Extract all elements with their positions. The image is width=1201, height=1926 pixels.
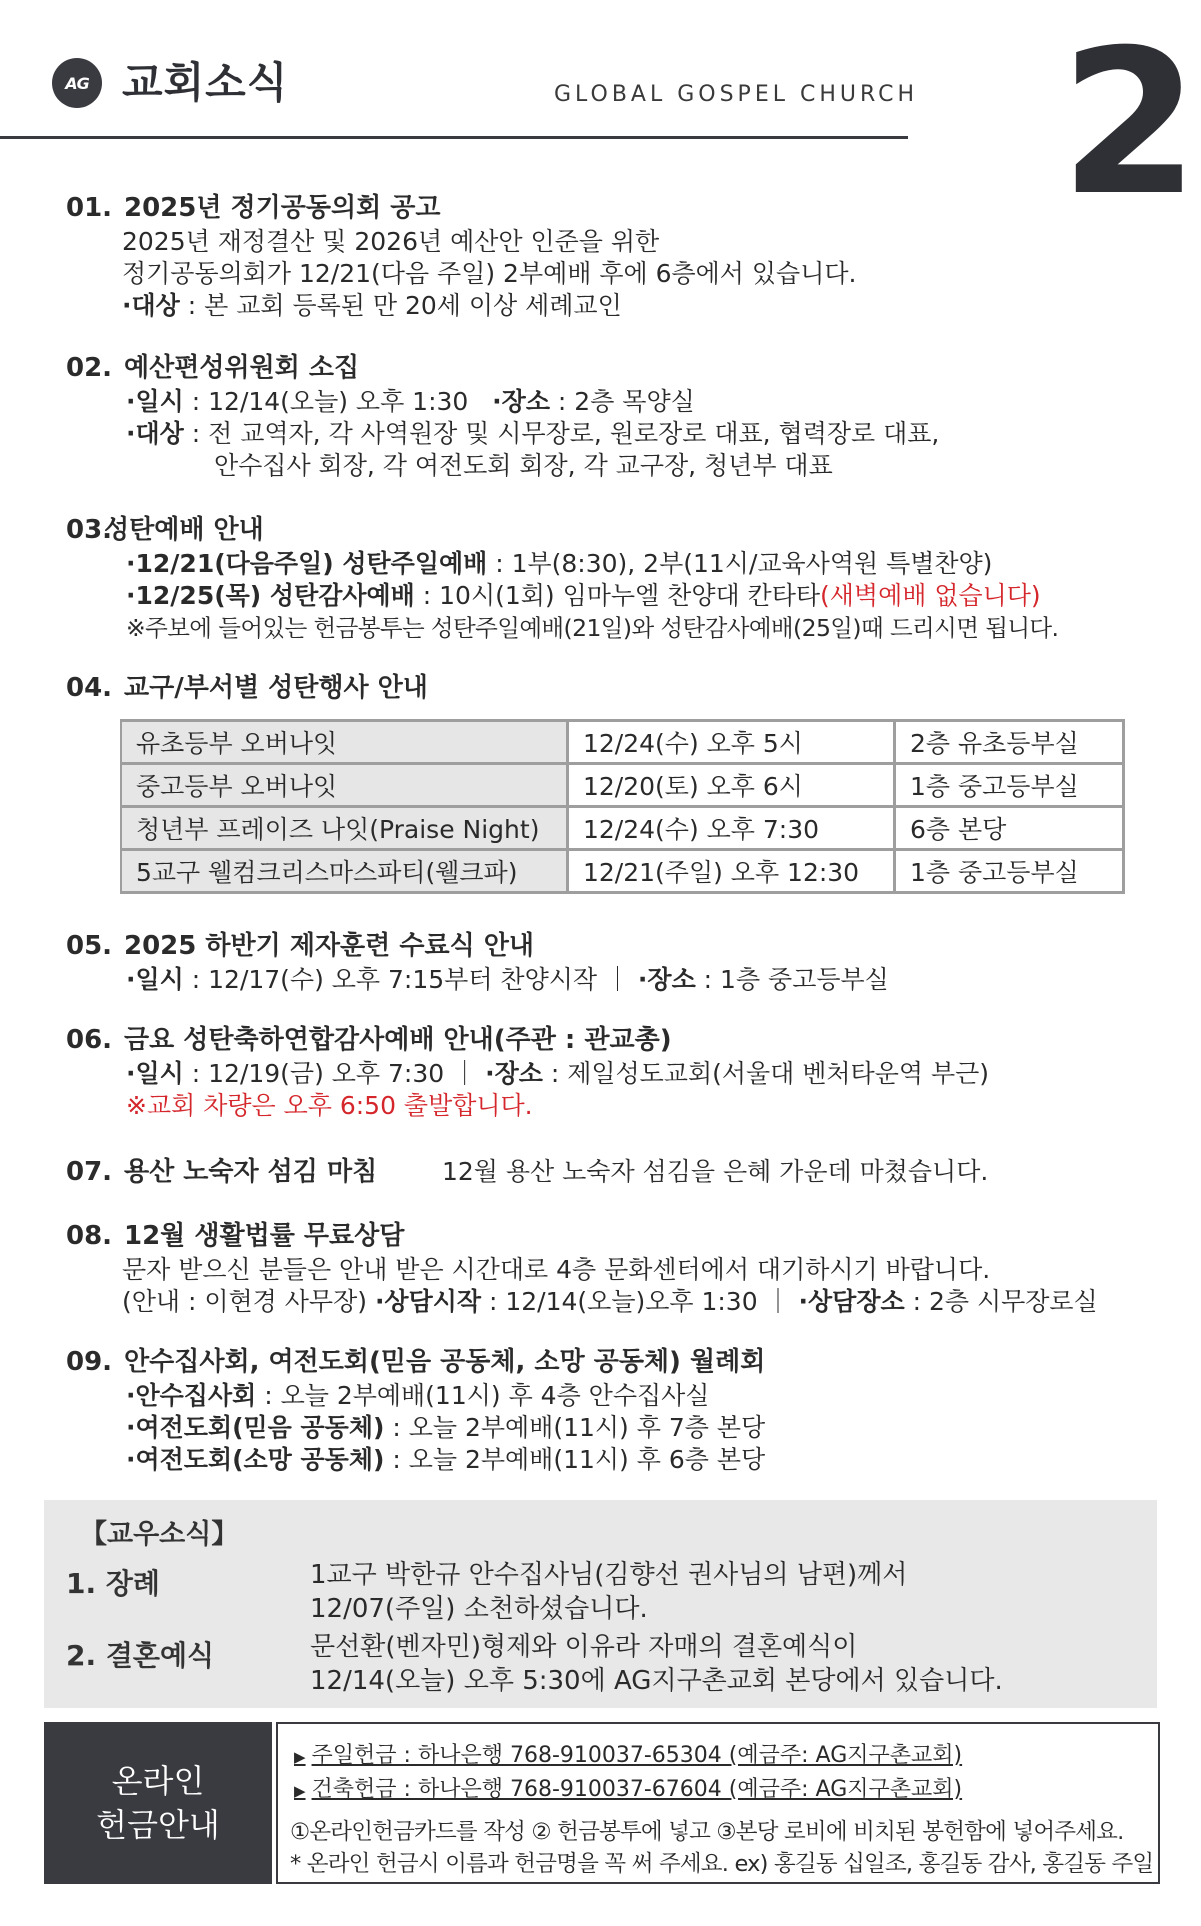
line-text: : 전 교역자, 각 사역원장 및 시무장로, 원로장로 대표, 협력장로 대표, — [183, 419, 940, 448]
line-text: (안내 : 이현경 사무장) — [122, 1287, 367, 1316]
line-label: ·장소 — [492, 387, 550, 416]
ag-logo-icon — [52, 58, 102, 108]
page-number: 2 — [1060, 7, 1200, 240]
section-title: 교회소식 — [122, 58, 289, 107]
table-row — [121, 721, 1124, 764]
notice-05 — [66, 928, 889, 996]
notice-02 — [66, 350, 939, 482]
news-line: 12/07(주일) 소천하셨습니다. — [310, 1594, 648, 1624]
line-label: ·12/21(다음주일) 성탄주일예배 — [126, 549, 488, 578]
notice-line: ※주보에 들어있는 헌금봉투는 성탄주일예배(21일)와 성탄감사예배(25일)때 드리시면 됩니다. — [126, 614, 1059, 642]
notice-04-title — [66, 670, 428, 706]
notice-title-text: 용산 노숙자 섬김 마침 — [124, 1157, 378, 1187]
offering-note: * 온라인 헌금시 이름과 헌금명을 꼭 써 주세요. ex) 홍길동 십일조, 홍길동 감사, 홍길동 주일 — [290, 1851, 1154, 1877]
news-line: 12/14(오늘) 오후 5:30에 AG지구촌교회 본당에서 있습니다. — [310, 1666, 1003, 1696]
notice-number: 07. — [66, 1157, 113, 1187]
sunday-offering-account — [294, 1738, 962, 1769]
notice-line: 12월 용산 노숙자 섬김을 은혜 가운데 마쳤습니다. — [442, 1157, 989, 1186]
notice-number: 02. — [66, 353, 113, 383]
line-text: : 오늘 2부예배(11시) 후 4층 안수집사실 — [256, 1381, 710, 1410]
line-text: : 12/14(오늘)오후 1:30 ｜ — [481, 1287, 791, 1316]
notice-line — [66, 548, 1058, 580]
line-text: : 오늘 2부예배(11시) 후 6층 본당 — [384, 1445, 766, 1474]
notice-number: 04. — [66, 673, 113, 703]
event-place: 6층 본당 — [895, 807, 1124, 850]
account-text: 건축헌금 : 하나은행 768-910037-67604 (예금주: AG지구촌교회) — [311, 1777, 963, 1802]
notice-02-title — [66, 350, 939, 386]
notice-03 — [66, 512, 1058, 644]
line-label: ·안수집사회 — [126, 1381, 257, 1410]
notice-number: 03. — [66, 515, 113, 545]
notice-06-title — [66, 1022, 989, 1058]
notice-warning: ※교회 차량은 오후 6:50 출발합니다. — [126, 1091, 533, 1120]
notice-line — [66, 1412, 765, 1444]
event-place: 1층 중고등부실 — [895, 850, 1124, 893]
triangle-bullet-icon: ▶ — [294, 1782, 306, 1800]
offering-label-line: 헌금안내 — [96, 1806, 220, 1844]
line-text: : 본 교회 등록된 만 20세 이상 세례교인 — [179, 291, 622, 320]
line-label: ·일시 — [126, 387, 184, 416]
event-name: 청년부 프레이즈 나잇(Praise Night) — [121, 807, 568, 850]
line-label: ·여전도회(소망 공동체) — [126, 1445, 385, 1474]
line-text: : 12/19(금) 오후 7:30 ｜ — [183, 1059, 478, 1088]
notice-number: 09. — [66, 1347, 113, 1377]
notice-line — [66, 1380, 765, 1412]
table-row — [121, 850, 1124, 893]
line-text: : 12/17(수) 오후 7:15부터 찬양시작 ｜ — [183, 965, 630, 994]
notice-line — [66, 1058, 989, 1090]
table-row — [121, 807, 1124, 850]
notice-08-title — [66, 1218, 1098, 1254]
notice-number: 06. — [66, 1025, 113, 1055]
notice-06 — [66, 1022, 989, 1122]
notice-title-text: 성탄예배 안내 — [104, 515, 264, 545]
notice-09-title — [66, 1344, 765, 1380]
line-label: ·대상 — [126, 419, 184, 448]
news-line: 1교구 박한규 안수집사님(김향선 권사님의 남편)께서 — [310, 1560, 908, 1590]
notice-title-text: 예산편성위원회 소집 — [124, 353, 360, 383]
event-name: 유초등부 오버나잇 — [121, 721, 568, 764]
event-name: 중고등부 오버나잇 — [121, 764, 568, 807]
account-text: 주일헌금 : 하나은행 768-910037-65304 (예금주: AG지구촌교회) — [311, 1743, 963, 1768]
notice-title-text: 안수집사회, 여전도회(믿음 공동체, 소망 공동체) 월례회 — [124, 1347, 766, 1377]
notice-03-title — [66, 512, 1058, 548]
notice-05-title — [66, 928, 889, 964]
notice-number: 01. — [66, 193, 113, 223]
building-offering-account — [294, 1772, 962, 1803]
notice-09 — [66, 1344, 765, 1476]
line-label: ·일시 — [126, 965, 184, 994]
event-time: 12/20(토) 오후 6시 — [568, 764, 895, 807]
notice-title-text: 2025 하반기 제자훈련 수료식 안내 — [124, 931, 534, 961]
event-name: 5교구 웰컴크리스마스파티(웰크파) — [121, 850, 568, 893]
notice-title-text: 금요 성탄축하연합감사예배 안내(주관 : 관교총) — [124, 1025, 672, 1055]
notice-warning: (새벽예배 없습니다) — [820, 581, 1041, 610]
notice-line — [66, 290, 856, 322]
online-offering-label — [44, 1722, 272, 1884]
offering-label-line: 온라인 — [111, 1762, 205, 1800]
line-text: : 1층 중고등부실 — [695, 965, 889, 994]
notice-08 — [66, 1218, 1098, 1318]
line-label: ·일시 — [126, 1059, 184, 1088]
line-text: : 1부(8:30), 2부(11시/교육사역원 특별찬양) — [487, 549, 993, 578]
line-text: : 2층 목양실 — [549, 387, 695, 416]
header-divider — [0, 136, 908, 139]
notice-number: 08. — [66, 1221, 113, 1251]
notice-01 — [66, 190, 856, 322]
notice-title-text: 12월 생활법률 무료상담 — [124, 1221, 405, 1251]
notice-line — [66, 580, 1058, 612]
line-text: : 10시(1회) 임마누엘 찬양대 칸타타 — [414, 581, 821, 610]
notice-line: 정기공동의회가 12/21(다음 주일) 2부예배 후에 6층에서 있습니다. — [122, 259, 857, 288]
event-time: 12/24(수) 오후 5시 — [568, 721, 895, 764]
news-item-text — [310, 1630, 1003, 1698]
notice-title-text: 2025년 정기공동의회 공고 — [124, 193, 441, 223]
notice-line — [66, 964, 889, 996]
news-item-title: 1. 장례 — [66, 1567, 160, 1600]
notice-line: 안수집사 회장, 각 여전도회 회장, 각 교구장, 청년부 대표 — [214, 451, 833, 480]
notice-line — [66, 418, 939, 450]
congregation-news-title: 【교우소식】 — [80, 1519, 239, 1550]
notice-07-title — [66, 1154, 988, 1190]
news-line: 문선환(벤자민)형제와 이유라 자매의 결혼예식이 — [310, 1632, 858, 1662]
event-place: 2층 유초등부실 — [895, 721, 1124, 764]
news-item-text — [310, 1558, 907, 1626]
event-time: 12/21(주일) 오후 12:30 — [568, 850, 895, 893]
logo-text: AG — [65, 73, 89, 93]
line-label: ·12/25(목) 성탄감사예배 — [126, 581, 415, 610]
notice-07 — [66, 1154, 988, 1190]
line-label: ·여전도회(믿음 공동체) — [126, 1413, 385, 1442]
triangle-bullet-icon: ▶ — [294, 1748, 306, 1766]
line-text: : 오늘 2부예배(11시) 후 7층 본당 — [384, 1413, 766, 1442]
congregation-news-box — [44, 1500, 1157, 1708]
notice-number: 05. — [66, 931, 113, 961]
table-row — [121, 764, 1124, 807]
online-offering-box — [276, 1722, 1160, 1884]
event-time: 12/24(수) 오후 7:30 — [568, 807, 895, 850]
notice-line: 문자 받으신 분들은 안내 받은 시간대로 4층 문화센터에서 대기하시기 바랍니다. — [122, 1255, 991, 1284]
line-text: : 2층 시무장로실 — [904, 1287, 1098, 1316]
notice-line — [66, 386, 939, 418]
christmas-events-table — [120, 719, 1125, 894]
line-label: ·장소 — [485, 1059, 543, 1088]
notice-01-title — [66, 190, 856, 226]
line-label: ·장소 — [637, 965, 696, 994]
notice-line — [66, 1444, 765, 1476]
notice-line: 2025년 재정결산 및 2026년 예산안 인준을 위한 — [122, 227, 660, 256]
line-label: ·상담시작 — [374, 1287, 482, 1316]
notice-line — [66, 1286, 1098, 1318]
offering-instructions: ①온라인헌금카드를 작성 ② 헌금봉투에 넣고 ③본당 로비에 비치된 봉헌함에 넣어주세요. — [290, 1819, 1124, 1845]
line-text: : 제일성도교회(서울대 벤처타운역 부근) — [542, 1059, 990, 1088]
line-label: ·상담장소 — [798, 1287, 905, 1316]
notice-04 — [66, 670, 428, 706]
news-item-title: 2. 결혼예식 — [66, 1639, 215, 1672]
church-name: GLOBAL GOSPEL CHURCH — [554, 82, 919, 107]
line-text: : 12/14(오늘) 오후 1:30 — [183, 387, 469, 416]
notice-title-text: 교구/부서별 성탄행사 안내 — [124, 673, 428, 703]
event-place: 1층 중고등부실 — [895, 764, 1124, 807]
line-label: ·대상 — [122, 291, 180, 320]
